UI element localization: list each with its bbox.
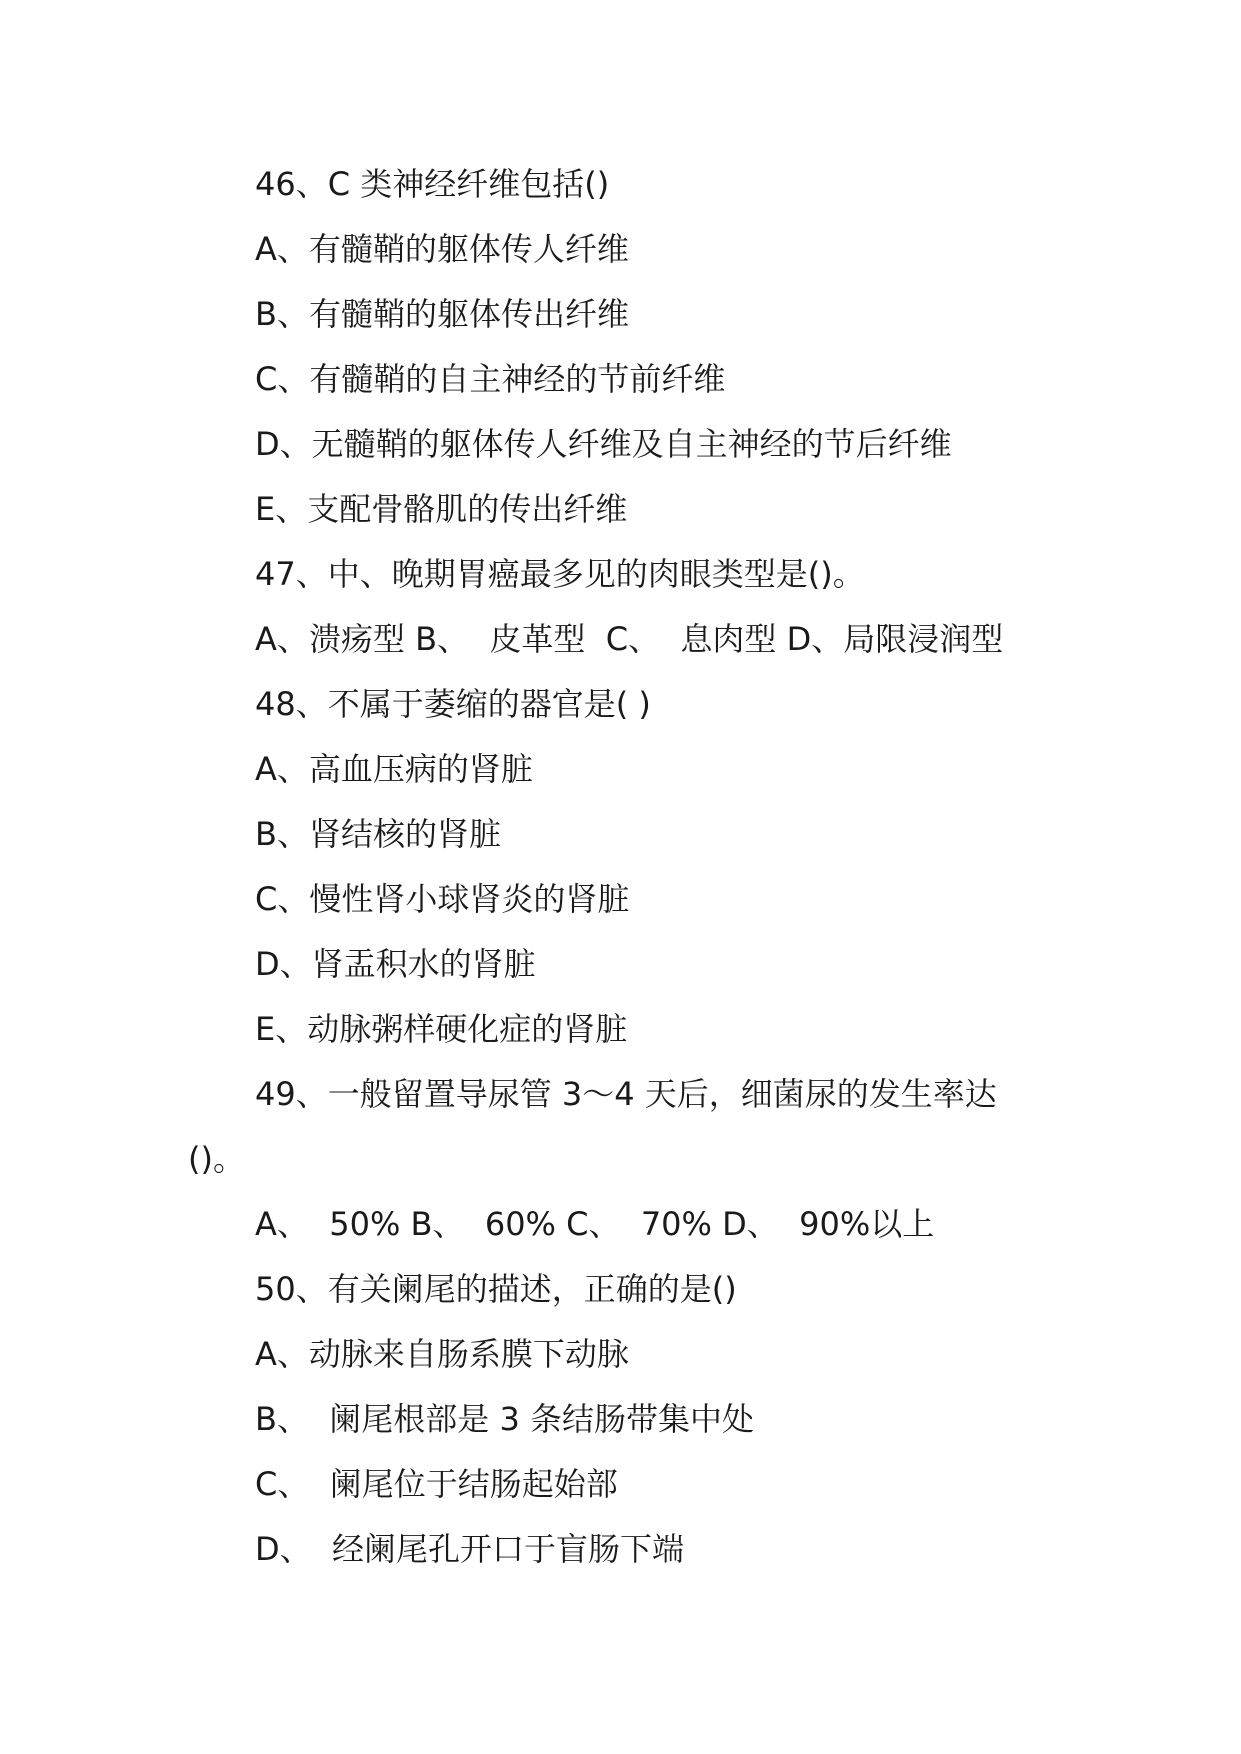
question-46-option-a: A、有髓鞘的躯体传人纤维 (255, 230, 629, 268)
question-49-options: A、 50% B、 60% C、 70% D、 90%以上 (255, 1205, 935, 1243)
question-48-option-b: B、肾结核的肾脏 (255, 815, 501, 853)
question-49-stem: 49、一般留置导尿管 3～4 天后，细菌尿的发生率达 (255, 1075, 997, 1113)
question-50-option-d: D、 经阑尾孔开口于盲肠下端 (255, 1530, 684, 1568)
question-48-stem: 48、不属于萎缩的器官是( ) (255, 685, 651, 723)
question-47-stem: 47、中、晚期胃癌最多见的肉眼类型是()。 (255, 555, 865, 593)
question-48-option-c: C、慢性肾小球肾炎的肾脏 (255, 880, 630, 918)
question-50-option-c: C、 阑尾位于结肠起始部 (255, 1465, 618, 1503)
question-46-stem: 46、C 类神经纤维包括() (255, 165, 610, 203)
question-50-option-b: B、 阑尾根部是 3 条结肠带集中处 (255, 1400, 755, 1438)
question-50-stem: 50、有关阑尾的描述，正确的是() (255, 1270, 737, 1308)
question-46-option-e: E、支配骨骼肌的传出纤维 (255, 490, 628, 528)
question-48-option-d: D、肾盂积水的肾脏 (255, 945, 536, 983)
question-46-option-b: B、有髓鞘的躯体传出纤维 (255, 295, 629, 333)
question-46-option-c: C、有髓鞘的自主神经的节前纤维 (255, 360, 726, 398)
question-47-options: A、溃疡型 B、 皮革型 C、 息肉型 D、局限浸润型 (255, 620, 1004, 658)
question-48-option-a: A、高血压病的肾脏 (255, 750, 533, 788)
question-46-option-d: D、无髓鞘的躯体传人纤维及自主神经的节后纤维 (255, 425, 952, 463)
question-48-option-e: E、动脉粥样硬化症的肾脏 (255, 1010, 628, 1048)
question-49-stem-continued: ()。 (188, 1140, 245, 1178)
question-50-option-a: A、动脉来自肠系膜下动脉 (255, 1335, 629, 1373)
